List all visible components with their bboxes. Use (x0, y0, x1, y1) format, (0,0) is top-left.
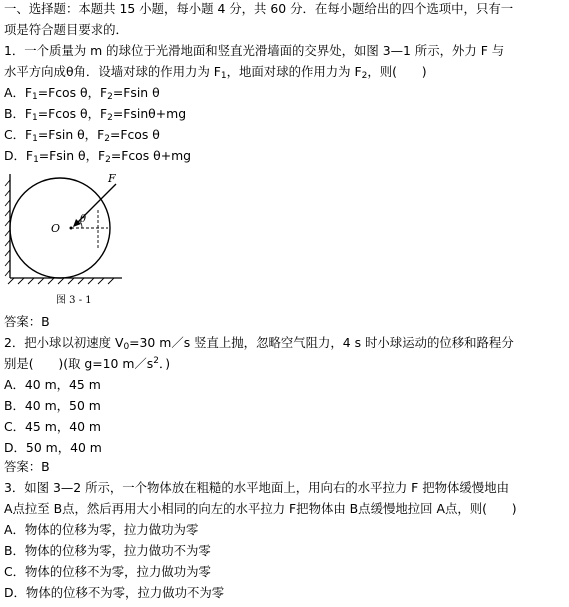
subscript: 2 (107, 113, 113, 123)
subscript: 2 (107, 92, 113, 102)
subscript: 1 (32, 92, 38, 102)
option-text: =Fcos θ (109, 127, 160, 142)
subscript: 2 (105, 155, 111, 165)
option-text: D．F (4, 148, 34, 163)
q2-option-a: A．40 m，45 m (4, 377, 101, 392)
q2-stem-text: 别是( )(取 g=10 m／s (4, 356, 154, 371)
q1-stem-text: 水平方向成θ角．设墙对球的作用力为 F (4, 64, 221, 79)
option-text: C．F (4, 127, 33, 142)
wall-hatching (5, 180, 10, 276)
subscript: 2 (361, 71, 368, 81)
q2-stem-text: =30 m／s 竖直上抛，忽略空气阻力，4 s 时小球运动的位移和路程分 (129, 335, 514, 350)
label-theta: θ (80, 214, 87, 225)
q2-stem-line2 (4, 356, 170, 372)
q3-option-d: D．物体的位移不为零，拉力做功不为零 (4, 585, 225, 600)
q1-option-d (4, 148, 191, 164)
q3-stem-line1: 3．如图 3—2 所示，一个物体放在粗糙的水平地面上，用向右的水平拉力 F 把物体缓慢地由 (4, 480, 509, 495)
option-text: =Fsin θ，F (38, 148, 106, 163)
option-text: A．F (4, 85, 32, 100)
section-header-line2: 项是符合题目要求的． (4, 22, 128, 37)
ball-corner-diagram (4, 170, 134, 292)
option-text: B．F (4, 106, 33, 121)
subscript: 1 (220, 71, 227, 81)
q3-option-b: B．物体的位移为零，拉力做功不为零 (4, 543, 211, 558)
option-text: =Fcos θ，F (37, 106, 108, 121)
q2-stem-text: ．) (159, 356, 171, 371)
q2-option-d: D．50 m，40 m (4, 440, 102, 455)
q1-stem-line2 (4, 64, 427, 80)
q1-option-b (4, 106, 186, 122)
q2-stem-line1 (4, 335, 514, 351)
subscript: 1 (32, 134, 38, 144)
subscript: 0 (123, 342, 130, 352)
option-text: =Fcos θ+mg (110, 148, 192, 163)
figure-3-1 (4, 170, 134, 310)
label-o: O (51, 222, 61, 235)
superscript: 2 (153, 356, 159, 366)
q1-answer: 答案：B (4, 314, 50, 329)
q3-stem-line2: A点拉至 B点，然后再用大小相同的向左的水平拉力 F把物体由 B点缓慢地拉回 A点，则( ) (4, 501, 517, 516)
q2-stem-text: 2．把小球以初速度 V (4, 335, 124, 350)
q1-stem-line1: 1．一个质量为 m 的球位于光滑地面和竖直光滑墙面的交界处，如图 3—1 所示，外力 F 与 (4, 43, 505, 58)
q1-option-a (4, 85, 160, 101)
q2-option-b: B．40 m，50 m (4, 398, 101, 413)
option-text: =Fsin θ (112, 85, 160, 100)
q1-stem-text: ，则( ) (367, 64, 427, 79)
option-text: =Fcos θ，F (37, 85, 108, 100)
q1-option-c (4, 127, 160, 143)
option-text: =Fsin θ，F (37, 127, 105, 142)
section-header-line1: 一、选择题：本题共 15 小题，每小题 4 分，共 60 分．在每小题给出的四个选项中，只有一 (4, 1, 514, 16)
subscript: 1 (33, 155, 39, 165)
q2-answer: 答案：B (4, 459, 50, 474)
q3-option-c: C．物体的位移不为零，拉力做功为零 (4, 564, 211, 579)
q2-option-c: C．45 m，40 m (4, 419, 101, 434)
q3-option-a: A．物体的位移为零，拉力做功为零 (4, 522, 199, 537)
subscript: 2 (104, 134, 110, 144)
option-text: =Fsinθ+mg (112, 106, 187, 121)
label-f: F (108, 172, 116, 185)
q1-stem-text: ，地面对球的作用力为 F (226, 64, 362, 79)
figure-caption: 图 3 - 1 (56, 295, 92, 306)
subscript: 1 (32, 113, 38, 123)
ground-hatching (8, 278, 114, 284)
